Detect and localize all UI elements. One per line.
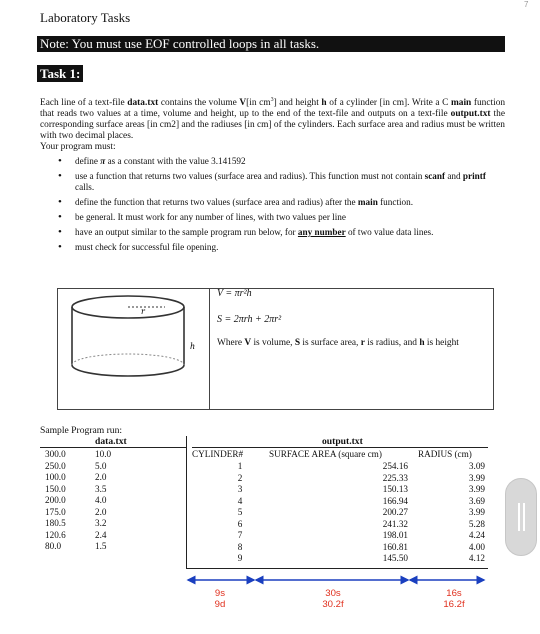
table-cell: 4 <box>237 495 243 506</box>
height-column <box>95 449 135 553</box>
table-cell: 5.28 <box>468 518 485 529</box>
table-cell: 1 <box>237 461 243 471</box>
table-divider <box>186 436 187 568</box>
table-cell: 2.0 <box>95 472 107 482</box>
volume-column <box>45 449 85 553</box>
table-cell: 4.00 <box>468 541 485 552</box>
cylinder-diagram <box>62 292 202 407</box>
surface-column-header: SURFACE AREA (square cm) <box>269 449 382 459</box>
table-cell: 3.09 <box>468 461 485 471</box>
scroll-handle[interactable] <box>505 478 537 556</box>
table-cell: 5 <box>237 507 243 517</box>
table-cell: 160.81 <box>382 541 408 552</box>
figure-divider <box>209 288 210 410</box>
grip-icon <box>523 503 525 531</box>
surface-formula: S = 2πrh + 2πr² <box>217 314 282 325</box>
radius-column <box>430 461 485 565</box>
radius-label: r <box>141 307 145 316</box>
sample-run-label: Sample Program run: <box>40 425 123 436</box>
width-legend-radius: 16s 16.2f <box>443 588 465 610</box>
table-cell: 250.0 <box>45 460 66 471</box>
surface-area-column <box>348 461 408 565</box>
table-cell: 6 <box>237 518 243 529</box>
table-cell: 180.5 <box>45 518 66 528</box>
data-file-header: data.txt <box>95 436 127 447</box>
table-cell: 254.16 <box>382 461 408 471</box>
table-cell: 9 <box>237 553 243 563</box>
table-cell: 200.0 <box>45 495 66 505</box>
output-file-header: output.txt <box>322 436 363 447</box>
table-cell: 3.5 <box>95 483 107 494</box>
table-cell: 3.2 <box>95 518 107 528</box>
table-cell: 4.0 <box>95 495 107 505</box>
cylinder-column <box>226 461 254 565</box>
cylinder-column-header: CYLINDER# <box>192 449 244 459</box>
table-cell: 8 <box>237 541 243 552</box>
table-cell: 10.0 <box>95 449 112 459</box>
width-legend-area: 30s 30.2f <box>322 588 344 610</box>
formula-legend: Where V is volume, S is surface area, r is radius, and h is height <box>217 338 459 348</box>
table-cell: 1.5 <box>95 541 107 551</box>
list-item: • define π as a constant with the value 3.141592 <box>40 156 505 167</box>
list-item: • be general. It must work for any number of lines, with two values per line <box>40 212 505 223</box>
table-cell: 3.69 <box>468 495 485 506</box>
table-cell: 2 <box>237 472 243 483</box>
table-cell: 200.27 <box>382 507 408 517</box>
list-item: • must check for successful file opening. <box>40 242 505 253</box>
table-cell: 241.32 <box>382 518 408 529</box>
task-description: Each line of a text-file data.txt contains the volume V[in $cm^3$] and height h of a cylinder [in cm]. Write a C main function that reads two values at a time, volume and height, up to the end of the text-file and outputs on a text-file output.txt the corresponding surface areas [in cm2] and the radiuses [in cm] of the cylinders. Each surface area and radius must be written with two decimal places. Your program must: <box>40 97 506 153</box>
table-cell: 7 <box>237 530 243 540</box>
radius-column-header: RADIUS (cm) <box>418 449 472 459</box>
table-cell: 166.94 <box>382 495 408 506</box>
table-cell: 120.6 <box>45 529 66 540</box>
page-number: 7 <box>524 0 529 9</box>
list-item: • define the function that returns two values (surface area and radius) after the main function. <box>40 197 505 208</box>
list-item: • use a function that returns two values (surface area and radius). This function must not contain scanf and printf calls. <box>40 171 505 193</box>
task-label: Task 1: <box>37 65 83 82</box>
requirements-list <box>40 156 505 257</box>
table-rule <box>192 447 488 448</box>
table-cell: 225.33 <box>382 472 408 483</box>
table-cell: 4.12 <box>468 553 485 563</box>
grip-icon <box>518 503 520 531</box>
table-cell: 150.0 <box>45 483 66 494</box>
table-rule <box>186 568 488 569</box>
table-cell: 3 <box>237 484 243 494</box>
table-cell: 198.01 <box>382 530 408 540</box>
table-cell: 5.0 <box>95 460 107 471</box>
table-cell: 2.4 <box>95 529 107 540</box>
table-cell: 175.0 <box>45 506 66 517</box>
requirements-intro: Your program must: <box>40 142 116 153</box>
table-cell: 3.99 <box>468 484 485 494</box>
table-cell: 300.0 <box>45 449 66 459</box>
table-cell: 4.24 <box>468 530 485 540</box>
table-cell: 145.50 <box>382 553 408 563</box>
width-arrows <box>180 573 490 587</box>
page-heading: Laboratory Tasks <box>40 10 131 25</box>
table-cell: 3.99 <box>468 507 485 517</box>
volume-formula: V = πr²h <box>217 288 252 299</box>
list-item: • have an output similar to the sample program run below, for any number of two value data lines. <box>40 227 505 238</box>
height-label: h <box>190 342 196 351</box>
table-cell: 3.99 <box>468 472 485 483</box>
table-cell: 80.0 <box>45 541 62 551</box>
note-banner: Note: You must use EOF controlled loops in all tasks. <box>37 36 505 52</box>
table-cell: 100.0 <box>45 472 66 482</box>
table-rule <box>40 447 186 448</box>
table-cell: 2.0 <box>95 506 107 517</box>
width-legend-cylinder: 9s 9d <box>214 588 226 610</box>
table-cell: 150.13 <box>382 484 408 494</box>
